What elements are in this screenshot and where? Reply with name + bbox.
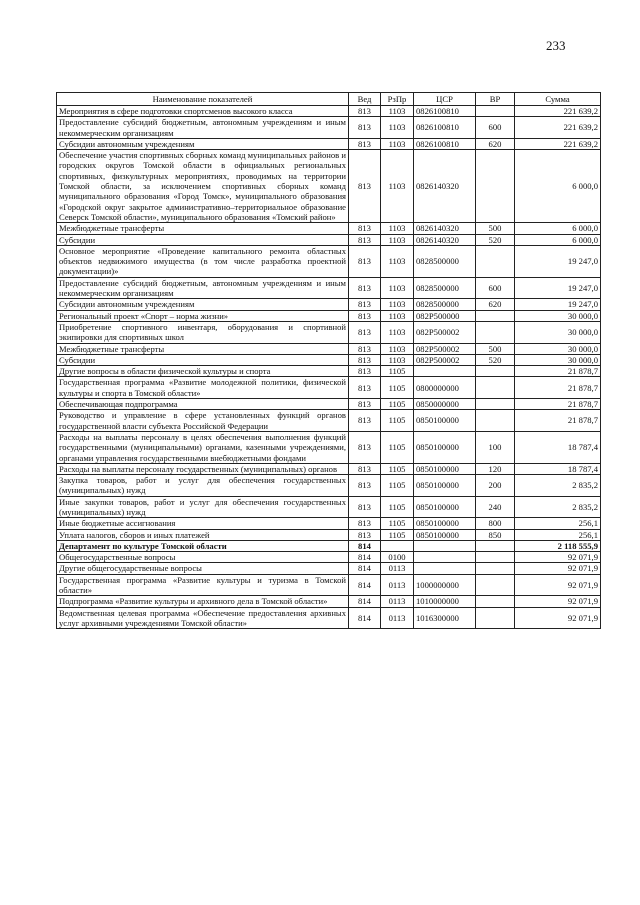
cell-name: Подпрограмма «Развитие культуры и архивного дела в Томской области» — [57, 596, 349, 607]
cell-ved: 813 — [349, 518, 381, 529]
cell-ved: 813 — [349, 150, 381, 223]
cell-rzpr: 1103 — [381, 234, 414, 245]
cell-name: Закупка товаров, работ и услуг для обеспечения государственных (муниципальных) нужд — [57, 475, 349, 497]
cell-csr: 0800000000 — [414, 377, 476, 399]
cell-csr: 1000000000 — [414, 574, 476, 596]
cell-rzpr: 1103 — [381, 310, 414, 321]
cell-name: Приобретение спортивного инвентаря, оборудования и спортивной экипировки для спортивных школ — [57, 321, 349, 343]
cell-csr: 0850100000 — [414, 410, 476, 432]
cell-ved: 813 — [349, 377, 381, 399]
cell-vr — [476, 106, 515, 117]
cell-rzpr: 1105 — [381, 399, 414, 410]
cell-csr: 0826100810 — [414, 117, 476, 139]
cell-csr: 0850100000 — [414, 475, 476, 497]
cell-ved: 813 — [349, 529, 381, 540]
cell-vr: 520 — [476, 354, 515, 365]
cell-name: Предоставление субсидий бюджетным, автономным учреждениям и иным некоммерческим организациям — [57, 277, 349, 299]
cell-sum: 30 000,0 — [515, 321, 601, 343]
cell-vr: 500 — [476, 223, 515, 234]
cell-csr: 082P500000 — [414, 310, 476, 321]
table-body — [57, 106, 601, 629]
cell-csr — [414, 366, 476, 377]
table-row — [57, 106, 601, 117]
cell-name: Ведомственная целевая программа «Обеспечение предоставления архивных услуг архивными учреждениями Томской области» — [57, 607, 349, 629]
cell-ved: 813 — [349, 475, 381, 497]
table-row — [57, 399, 601, 410]
cell-ved: 813 — [349, 321, 381, 343]
cell-name: Уплата налогов, сборов и иных платежей — [57, 529, 349, 540]
cell-rzpr: 1103 — [381, 299, 414, 310]
cell-csr: 082P500002 — [414, 321, 476, 343]
cell-ved: 814 — [349, 540, 381, 551]
header-rzpr: РзПр — [381, 93, 414, 106]
cell-name: Иные бюджетные ассигнования — [57, 518, 349, 529]
table-row — [57, 540, 601, 551]
cell-vr — [476, 574, 515, 596]
cell-rzpr: 1103 — [381, 245, 414, 277]
table-row — [57, 245, 601, 277]
cell-rzpr: 1103 — [381, 277, 414, 299]
table-row — [57, 321, 601, 343]
header-csr: ЦСР — [414, 93, 476, 106]
cell-vr — [476, 596, 515, 607]
cell-vr — [476, 552, 515, 563]
cell-csr: 0826140320 — [414, 234, 476, 245]
cell-vr — [476, 563, 515, 574]
cell-sum: 221 639,2 — [515, 117, 601, 139]
cell-ved: 813 — [349, 399, 381, 410]
cell-ved: 813 — [349, 354, 381, 365]
cell-sum: 6 000,0 — [515, 150, 601, 223]
cell-rzpr: 0113 — [381, 596, 414, 607]
cell-csr: 0850100000 — [414, 518, 476, 529]
cell-rzpr: 1103 — [381, 321, 414, 343]
cell-sum: 21 878,7 — [515, 410, 601, 432]
cell-name: Государственная программа «Развитие культуры и туризма в Томской области» — [57, 574, 349, 596]
cell-name: Государственная программа «Развитие молодежной политики, физической культуры и спорта в Томской области» — [57, 377, 349, 399]
cell-ved: 814 — [349, 596, 381, 607]
cell-vr — [476, 150, 515, 223]
cell-name: Расходы на выплаты персоналу государственных (муниципальных) органов — [57, 463, 349, 474]
cell-ved: 813 — [349, 463, 381, 474]
cell-vr — [476, 540, 515, 551]
cell-csr: 082P500002 — [414, 354, 476, 365]
header-ved: Вед — [349, 93, 381, 106]
cell-rzpr: 1105 — [381, 410, 414, 432]
cell-sum: 2 118 555,9 — [515, 540, 601, 551]
table-row — [57, 138, 601, 149]
cell-name: Предоставление субсидий бюджетным, автономным учреждениям и иным некоммерческим организациям — [57, 117, 349, 139]
cell-rzpr: 1103 — [381, 223, 414, 234]
cell-csr: 0828500000 — [414, 277, 476, 299]
cell-ved: 813 — [349, 106, 381, 117]
cell-rzpr: 1103 — [381, 106, 414, 117]
cell-csr: 1016300000 — [414, 607, 476, 629]
cell-sum: 92 071,9 — [515, 552, 601, 563]
cell-rzpr: 1103 — [381, 343, 414, 354]
cell-ved: 813 — [349, 299, 381, 310]
cell-csr: 0828500000 — [414, 299, 476, 310]
cell-vr: 240 — [476, 496, 515, 518]
table-row — [57, 343, 601, 354]
table-row — [57, 518, 601, 529]
cell-sum: 221 639,2 — [515, 138, 601, 149]
cell-vr — [476, 399, 515, 410]
cell-csr: 0850100000 — [414, 431, 476, 463]
cell-ved: 813 — [349, 431, 381, 463]
cell-sum: 30 000,0 — [515, 343, 601, 354]
cell-csr: 0826140320 — [414, 223, 476, 234]
cell-name: Субсидии — [57, 354, 349, 365]
table-row — [57, 366, 601, 377]
table-row — [57, 354, 601, 365]
table-row — [57, 596, 601, 607]
cell-rzpr: 1105 — [381, 377, 414, 399]
cell-ved: 813 — [349, 310, 381, 321]
cell-name: Обеспечивающая подпрограмма — [57, 399, 349, 410]
cell-csr: 0828500000 — [414, 245, 476, 277]
cell-ved: 813 — [349, 496, 381, 518]
cell-sum: 18 787,4 — [515, 463, 601, 474]
cell-name: Руководство и управление в сфере установленных функций органов государственной власти субъекта Российской Федерации — [57, 410, 349, 432]
cell-name: Региональный проект «Спорт – норма жизни» — [57, 310, 349, 321]
cell-ved: 813 — [349, 410, 381, 432]
cell-name: Субсидии автономным учреждениям — [57, 138, 349, 149]
cell-sum: 19 247,0 — [515, 277, 601, 299]
cell-csr — [414, 563, 476, 574]
cell-vr: 120 — [476, 463, 515, 474]
cell-vr: 620 — [476, 138, 515, 149]
cell-sum: 19 247,0 — [515, 299, 601, 310]
cell-rzpr: 1105 — [381, 431, 414, 463]
cell-vr — [476, 410, 515, 432]
cell-name: Иные закупки товаров, работ и услуг для обеспечения государственных (муниципальных) нужд — [57, 496, 349, 518]
cell-csr: 0850100000 — [414, 463, 476, 474]
cell-name: Субсидии — [57, 234, 349, 245]
cell-vr — [476, 607, 515, 629]
cell-name: Межбюджетные трансферты — [57, 223, 349, 234]
cell-vr: 600 — [476, 117, 515, 139]
cell-name: Расходы на выплаты персоналу в целях обеспечения выполнения функций государственными (муниципальными) органами, казенными учреждениями, органами управления государственными внебюджетными фондами — [57, 431, 349, 463]
cell-sum: 221 639,2 — [515, 106, 601, 117]
cell-vr: 600 — [476, 277, 515, 299]
cell-name: Другие вопросы в области физической культуры и спорта — [57, 366, 349, 377]
cell-vr: 200 — [476, 475, 515, 497]
cell-vr: 620 — [476, 299, 515, 310]
cell-name: Обеспечение участия спортивных сборных команд муниципальных районов и городских округов Томской области в официальных региональных спортивных, физкультурных мероприятиях, проводимых на территории Томской области, за исключением спортивных сборных команд муниципального образования «Город Томск», муниципального образования «Городской округ закрытое административно–территориальное образование Северск Томской области», муниципального образования «Томский район» — [57, 150, 349, 223]
cell-rzpr — [381, 540, 414, 551]
cell-rzpr: 1105 — [381, 366, 414, 377]
cell-vr — [476, 245, 515, 277]
cell-sum: 21 878,7 — [515, 377, 601, 399]
cell-sum: 6 000,0 — [515, 223, 601, 234]
cell-name: Мероприятия в сфере подготовки спортсменов высокого класса — [57, 106, 349, 117]
cell-csr: 0850100000 — [414, 529, 476, 540]
table-row — [57, 377, 601, 399]
cell-vr — [476, 366, 515, 377]
cell-vr: 500 — [476, 343, 515, 354]
table-row — [57, 563, 601, 574]
cell-sum: 256,1 — [515, 518, 601, 529]
cell-ved: 813 — [349, 117, 381, 139]
table-row — [57, 574, 601, 596]
cell-vr — [476, 377, 515, 399]
cell-name: Межбюджетные трансферты — [57, 343, 349, 354]
cell-csr — [414, 552, 476, 563]
cell-csr: 0826140320 — [414, 150, 476, 223]
table-row — [57, 552, 601, 563]
cell-sum: 21 878,7 — [515, 399, 601, 410]
cell-name: Другие общегосударственные вопросы — [57, 563, 349, 574]
cell-ved: 814 — [349, 574, 381, 596]
cell-rzpr: 1105 — [381, 496, 414, 518]
cell-csr — [414, 540, 476, 551]
cell-ved: 813 — [349, 277, 381, 299]
table-header-row — [57, 93, 601, 106]
table-row — [57, 496, 601, 518]
cell-name: Департамент по культуре Томской области — [57, 540, 349, 551]
cell-csr: 0850000000 — [414, 399, 476, 410]
cell-rzpr: 1105 — [381, 463, 414, 474]
cell-sum: 30 000,0 — [515, 354, 601, 365]
table-row — [57, 117, 601, 139]
cell-vr: 850 — [476, 529, 515, 540]
cell-name: Общегосударственные вопросы — [57, 552, 349, 563]
cell-csr: 082P500002 — [414, 343, 476, 354]
cell-vr: 100 — [476, 431, 515, 463]
cell-sum: 18 787,4 — [515, 431, 601, 463]
cell-csr: 0850100000 — [414, 496, 476, 518]
cell-rzpr: 1103 — [381, 354, 414, 365]
cell-ved: 814 — [349, 607, 381, 629]
cell-sum: 6 000,0 — [515, 234, 601, 245]
cell-rzpr: 1105 — [381, 475, 414, 497]
table-row — [57, 234, 601, 245]
cell-name: Основное мероприятие «Проведение капитального ремонта областных объектов недвижимого имущества (в том числе разработка проектной документации)» — [57, 245, 349, 277]
cell-ved: 813 — [349, 343, 381, 354]
table-row — [57, 150, 601, 223]
cell-sum: 92 071,9 — [515, 607, 601, 629]
cell-ved: 813 — [349, 234, 381, 245]
cell-sum: 92 071,9 — [515, 563, 601, 574]
cell-sum: 256,1 — [515, 529, 601, 540]
budget-table — [56, 92, 601, 629]
cell-ved: 813 — [349, 223, 381, 234]
cell-ved: 813 — [349, 366, 381, 377]
table-row — [57, 463, 601, 474]
table-row — [57, 529, 601, 540]
cell-ved: 814 — [349, 552, 381, 563]
table-row — [57, 310, 601, 321]
header-name: Наименование показателей — [57, 93, 349, 106]
cell-rzpr: 1105 — [381, 529, 414, 540]
header-sum: Сумма — [515, 93, 601, 106]
cell-rzpr: 1103 — [381, 138, 414, 149]
cell-vr — [476, 310, 515, 321]
cell-rzpr: 1105 — [381, 518, 414, 529]
cell-ved: 813 — [349, 138, 381, 149]
cell-rzpr: 1103 — [381, 150, 414, 223]
cell-rzpr: 1103 — [381, 117, 414, 139]
cell-csr: 1010000000 — [414, 596, 476, 607]
cell-sum: 2 835,2 — [515, 475, 601, 497]
cell-rzpr: 0113 — [381, 607, 414, 629]
table-row — [57, 299, 601, 310]
cell-ved: 814 — [349, 563, 381, 574]
cell-sum: 92 071,9 — [515, 574, 601, 596]
cell-sum: 21 878,7 — [515, 366, 601, 377]
table-row — [57, 431, 601, 463]
table-row — [57, 410, 601, 432]
cell-csr: 0826100810 — [414, 138, 476, 149]
table-row — [57, 223, 601, 234]
cell-vr: 520 — [476, 234, 515, 245]
header-vr: ВР — [476, 93, 515, 106]
cell-ved: 813 — [349, 245, 381, 277]
cell-sum: 30 000,0 — [515, 310, 601, 321]
cell-rzpr: 0113 — [381, 574, 414, 596]
table-row — [57, 475, 601, 497]
cell-sum: 92 071,9 — [515, 596, 601, 607]
cell-sum: 19 247,0 — [515, 245, 601, 277]
cell-rzpr: 0100 — [381, 552, 414, 563]
cell-rzpr: 0113 — [381, 563, 414, 574]
cell-sum: 2 835,2 — [515, 496, 601, 518]
cell-csr: 0826100810 — [414, 106, 476, 117]
table-row — [57, 277, 601, 299]
cell-vr — [476, 321, 515, 343]
table-row — [57, 607, 601, 629]
cell-name: Субсидии автономным учреждениям — [57, 299, 349, 310]
page-number: 233 — [546, 38, 566, 53]
cell-vr: 800 — [476, 518, 515, 529]
